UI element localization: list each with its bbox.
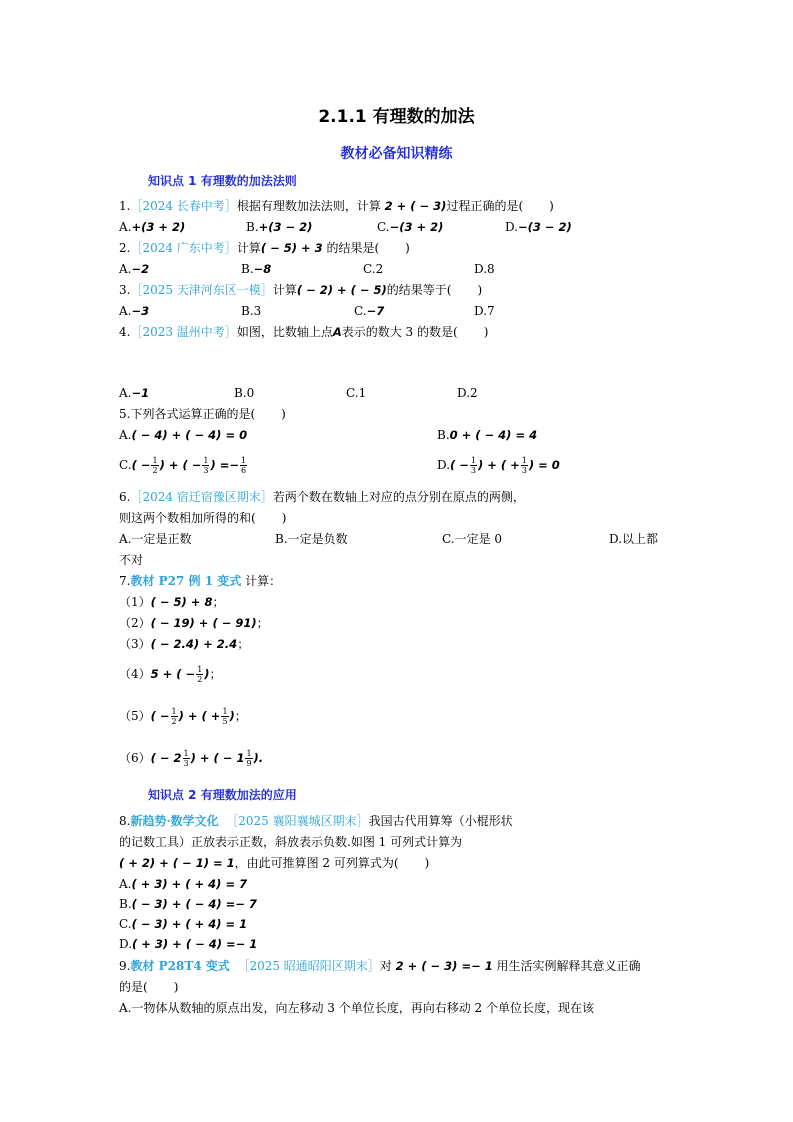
option-math: ( − 3) + ( + 4) = 1 <box>131 917 248 931</box>
option-c[interactable]: C.2 <box>363 262 384 276</box>
subproblem-5: （5）( − $\frac{1}{2}$ ) + ( + $\frac{1}{5}$ )； <box>119 707 247 726</box>
fraction: $\frac{1}{3}$ <box>521 456 527 475</box>
option-math: ) + ( − <box>159 458 202 472</box>
question-text: 如图，比数轴上点 <box>236 325 333 339</box>
textbook-tag: 教材 P28T4 变式 <box>130 959 230 973</box>
question-text: 的结果是( <box>322 241 380 255</box>
option-math: −2 <box>131 262 150 276</box>
question-5 <box>119 406 286 422</box>
option-b[interactable] <box>241 261 271 277</box>
option-label: D. <box>505 220 519 234</box>
option-a[interactable] <box>119 303 149 319</box>
option-math: ( − <box>450 458 469 472</box>
question-9-line-2 <box>119 979 178 995</box>
option-d[interactable]: D.8 <box>474 262 495 276</box>
question-text: 我国古代用算筹（小棍形状 <box>368 814 513 828</box>
option-label: C. <box>354 304 367 318</box>
option-label: A. <box>119 386 132 400</box>
option-math: −8 <box>253 262 272 276</box>
question-2 <box>119 240 410 256</box>
option-math: ( − 4) + ( − 4) = 0 <box>131 428 248 442</box>
option-label: C. <box>119 458 132 472</box>
question-number: 3. <box>119 283 131 297</box>
subproblem-3: （3）( − 2.4) + 2.4； <box>119 637 250 651</box>
question-text: 用生活实例解释其意义正确 <box>492 959 641 973</box>
option-math: −3 <box>131 304 150 318</box>
option-c[interactable]: C.一定是 0 <box>442 532 503 546</box>
question-4 <box>119 324 488 340</box>
option-label: A. <box>119 428 132 442</box>
fraction: $\frac{1}{3}$ <box>203 456 209 475</box>
answer-paren-close: ) <box>281 407 286 421</box>
question-number: 8. <box>119 814 131 828</box>
question-text: 的结果等于( <box>386 283 452 297</box>
question-text: 若两个数在数轴上对应的点分别在原点的两侧， <box>272 490 525 504</box>
option-a[interactable]: A.一物体从数轴的原点出发，向左移动 3 个单位长度，再向右移动 2 个单位长度，现在该 <box>119 1001 595 1015</box>
option-math: −1 <box>131 386 150 400</box>
option-b[interactable]: B.一定是负数 <box>275 532 348 546</box>
option-math: ) = 0 <box>528 458 560 472</box>
option-b[interactable] <box>246 219 312 235</box>
subproblem-math: ). <box>253 751 264 765</box>
answer-paren-close: ) <box>549 199 554 213</box>
option-label: A. <box>119 304 132 318</box>
option-math: −(3 + 2) <box>389 220 444 234</box>
option-c[interactable]: C.1 <box>346 386 367 400</box>
question-3 <box>119 282 482 298</box>
subproblem-math: 5 + ( − <box>150 667 196 681</box>
fraction: $\frac{1}{3}$ <box>183 749 189 768</box>
option-math: ( + 3) + ( − 4) =− 1 <box>132 937 258 951</box>
option-c[interactable] <box>119 455 248 475</box>
option-a[interactable] <box>119 261 149 277</box>
option-label: C. <box>119 917 132 931</box>
math-expression: 2 + ( − 3) <box>384 199 447 213</box>
option-math: ( − 3) + ( − 4) =− 7 <box>131 897 257 911</box>
option-math: −7 <box>366 304 385 318</box>
question-number: 6. <box>119 490 131 504</box>
question-8-line-3 <box>119 855 429 871</box>
option-c[interactable] <box>119 916 247 932</box>
question-text: 的是( <box>119 980 148 994</box>
answer-paren-close: ) <box>281 511 287 525</box>
subproblem-math: ) <box>229 709 235 723</box>
question-text: 5.下列各式运算正确的是( <box>119 407 256 421</box>
option-d[interactable]: D.以上都 <box>609 532 659 546</box>
math-expression: ( − 5) + 3 <box>260 241 323 255</box>
subproblem-math: ( − <box>150 709 170 723</box>
knowledge-point-1-heading: 知识点 1 有理数的加法法则 <box>148 174 297 188</box>
trend-tag: 新趋势·数学文化 <box>130 814 219 828</box>
option-label: B. <box>246 220 259 234</box>
question-text: 计算 <box>236 241 261 255</box>
question-number: 9. <box>119 959 131 973</box>
answer-paren-close: ) <box>405 241 410 255</box>
subproblem-math: ( − 2 <box>150 751 182 765</box>
question-source: ［2023 温州中考］ <box>130 325 237 339</box>
option-d-continued: 不对 <box>119 553 144 567</box>
option-label: A. <box>119 220 132 234</box>
textbook-tag: 教材 P27 例 1 变式 <box>130 574 242 588</box>
fraction: $\frac{1}{2}$ <box>171 707 177 726</box>
subproblem-math: ( − 19) + ( − 91) <box>150 616 257 630</box>
option-b[interactable] <box>119 896 257 912</box>
fraction: $\frac{1}{2}$ <box>197 665 203 684</box>
option-label: A. <box>119 262 132 276</box>
question-6-line-2 <box>119 510 286 526</box>
question-number: 4. <box>119 325 131 339</box>
question-text: 表示的数大 3 的数是( <box>341 325 458 339</box>
question-number: 2. <box>119 241 131 255</box>
option-d[interactable] <box>119 936 257 952</box>
question-text: 过程正确的是( <box>446 199 524 213</box>
question-text: 计算 <box>272 283 297 297</box>
question-source: ［2025 昭通昭阳区期末］ <box>237 959 380 973</box>
option-math: +(3 − 2) <box>258 220 313 234</box>
question-1 <box>119 198 554 214</box>
option-label: D. <box>119 937 133 951</box>
option-a[interactable] <box>119 219 185 235</box>
answer-paren-close: ) <box>483 325 489 339</box>
subproblem-math: ) + ( − 1 <box>190 751 245 765</box>
section-subtitle: 教材必备知识精练 <box>340 146 453 162</box>
math-expression: ( − 2) + ( − 5) <box>296 283 387 297</box>
question-source: ［2024 长春中考］ <box>130 199 237 213</box>
question-source: ［2025 襄阳襄城区期末］ <box>226 814 369 828</box>
subproblem-math: ) + ( + <box>178 709 221 723</box>
option-a[interactable] <box>119 385 149 401</box>
option-b[interactable]: B.3 <box>241 304 262 318</box>
option-label: B. <box>437 428 450 442</box>
option-d[interactable] <box>437 455 560 475</box>
question-9 <box>119 958 641 974</box>
question-text: 则这两个数相加所得的和( <box>119 511 256 525</box>
option-math: +(3 + 2) <box>131 220 186 234</box>
option-math: 0 + ( − 4) = 4 <box>449 428 538 442</box>
subproblem-math: ( − 5) + 8 <box>150 595 213 609</box>
fraction: $\frac{1}{9}$ <box>246 749 252 768</box>
subproblem-math: ( − 2.4) + 2.4 <box>150 637 238 651</box>
subproblem-2: （2）( − 19) + ( − 91)； <box>119 616 269 630</box>
fraction: $\frac{1}{6}$ <box>241 456 247 475</box>
question-source: ［2025 天津河东区一模］ <box>130 283 273 297</box>
subproblem-4: （4）5 + ( − $\frac{1}{2}$ )； <box>119 665 222 684</box>
option-d[interactable] <box>505 219 572 235</box>
option-label: C. <box>377 220 390 234</box>
question-6 <box>119 489 525 505</box>
point-label: A <box>332 325 342 339</box>
subproblem-6: （6）( − 2 $\frac{1}{3}$ ) + ( − 1 $\frac{1}{9}$ ). <box>119 749 264 768</box>
question-7 <box>119 573 281 589</box>
option-math: ) =− <box>210 458 239 472</box>
option-label: B. <box>119 897 132 911</box>
subproblem-math: ) <box>204 667 210 681</box>
answer-paren-close: ) <box>424 856 430 870</box>
fraction: $\frac{1}{2}$ <box>152 456 158 475</box>
question-text: 对 <box>379 959 396 973</box>
option-label: A. <box>119 877 132 891</box>
option-b[interactable]: B.0 <box>234 386 255 400</box>
fraction: $\frac{1}{3}$ <box>470 456 477 475</box>
option-c[interactable] <box>354 303 384 319</box>
subproblem-1: （1）( − 5) + 8； <box>119 595 225 609</box>
option-math: ( − <box>131 458 151 472</box>
question-number: 1. <box>119 199 131 213</box>
option-math: −(3 − 2) <box>518 220 572 234</box>
option-c[interactable] <box>377 219 443 235</box>
question-number: 7. <box>119 574 131 588</box>
option-math: ) + ( + <box>478 458 520 472</box>
option-a[interactable]: A.一定是正数 <box>119 532 192 546</box>
math-expression: 2 + ( − 3) =− 1 <box>395 959 493 973</box>
option-a[interactable] <box>119 876 247 892</box>
question-text: 计算： <box>241 574 282 588</box>
question-source: ［2024 广东中考］ <box>130 241 237 255</box>
option-label: D. <box>437 458 451 472</box>
math-expression: ( + 2) + ( − 1) = 1 <box>119 856 235 870</box>
option-math: ( + 3) + ( + 4) = 7 <box>131 877 248 891</box>
fraction: $\frac{1}{5}$ <box>222 707 228 726</box>
option-d[interactable]: D.7 <box>474 304 495 318</box>
answer-paren-close: ) <box>173 980 179 994</box>
option-label: B. <box>241 262 254 276</box>
option-d[interactable]: D.2 <box>457 386 478 400</box>
question-8 <box>119 813 513 829</box>
question-text: 根据有理数加法法则，计算 <box>236 199 385 213</box>
question-8-line-2: 的记数工具）正放表示正数，斜放表示负数.如图 1 可列式计算为 <box>119 835 463 849</box>
answer-paren-close: ) <box>477 283 483 297</box>
question-source: ［2024 宿迁宿豫区期末］ <box>130 490 273 504</box>
page-title: 2.1.1 有理数的加法 <box>318 107 475 127</box>
question-text: ，由此可推算图 2 可列算式为( <box>234 856 399 870</box>
option-a[interactable] <box>119 427 247 443</box>
knowledge-point-2-heading: 知识点 2 有理数加法的应用 <box>148 788 297 802</box>
option-b[interactable] <box>437 427 537 443</box>
